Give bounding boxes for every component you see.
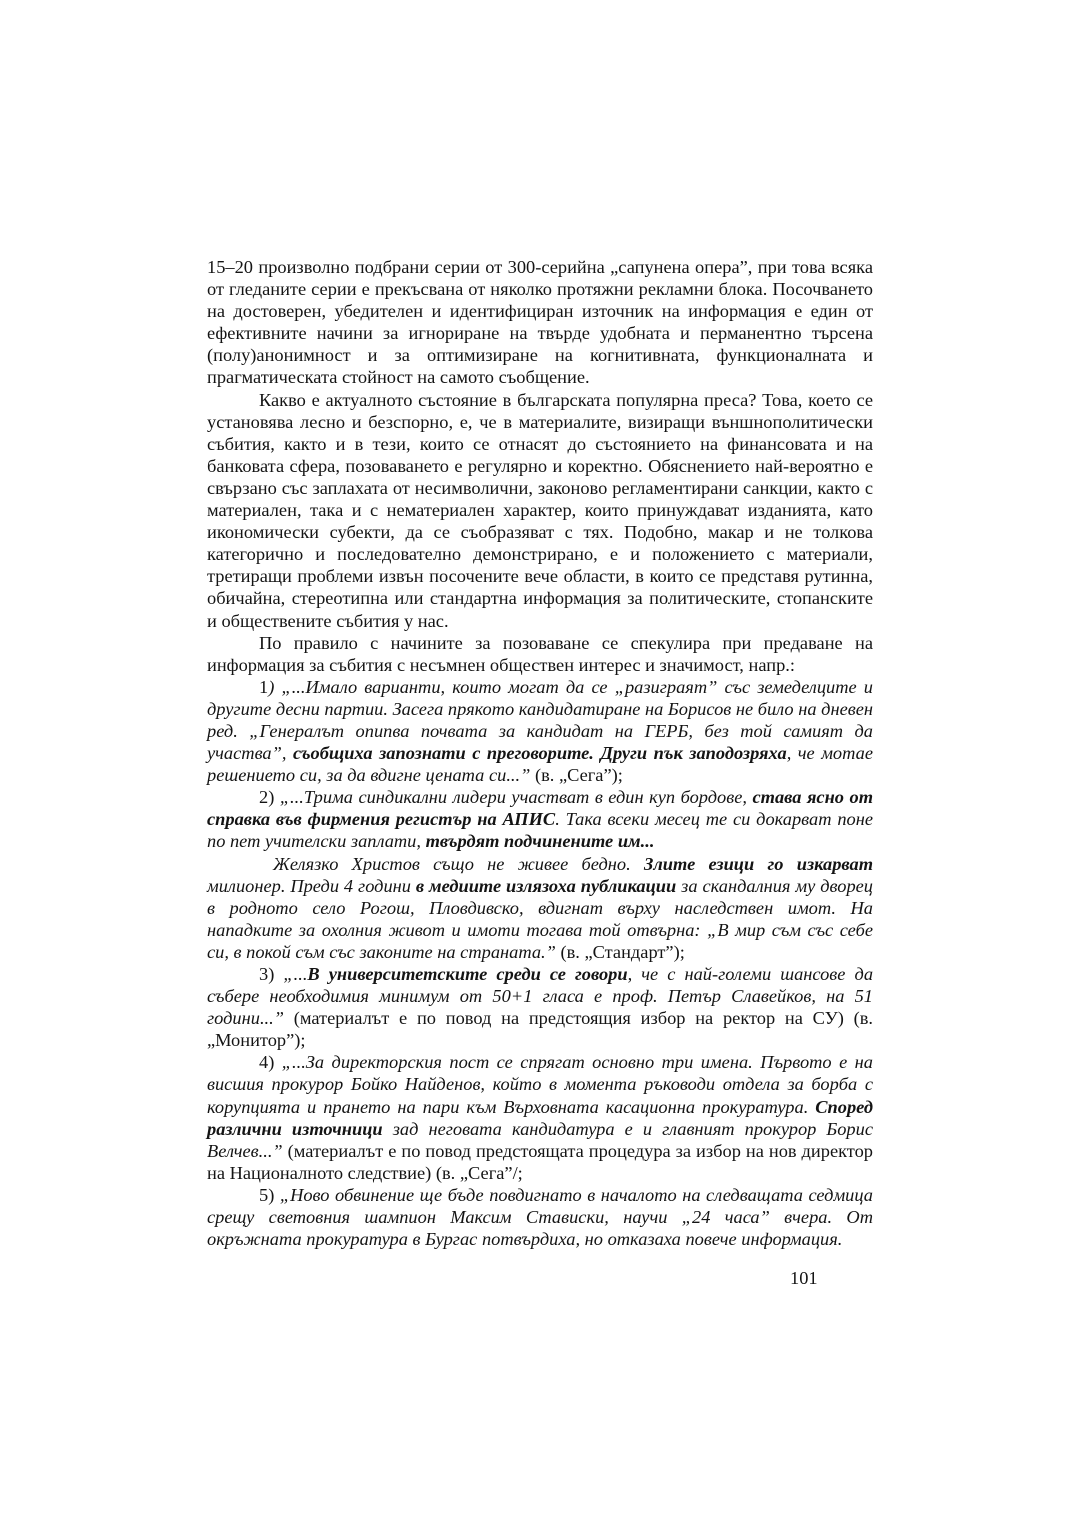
example-number: 5) xyxy=(259,1184,280,1205)
quote-text: „... xyxy=(283,964,308,984)
source-citation: (материалът е по повод на предстоящия избор на ректор на СУ) (в. „Монитор”); xyxy=(207,1008,873,1051)
quote-emphasis: става ясно от справка във фирмения регистър на АПИС xyxy=(207,787,873,830)
quote-text: , че мотае решението си, за да вдигне цената си...” xyxy=(207,743,873,786)
example-number: 3) xyxy=(259,964,284,984)
quote-text: . Така всеки месец те си докарват поне по пет учителски заплати, xyxy=(207,809,873,852)
paragraph: Какво е актуалното състояние в българската популярна преса? Това, което се установява лесно и безспорно, е, че в материалите, визиращи външнополитически събития, както и в тези, които се отнасят до състоянието на финансовата и на банковата сфера, позоваването е регулярно и коректно. Обяснението най-вероятно е свързано със заплахата от несимволични, законово регламентирани санкции, както с материален, така и с нематериален характер, които принуждават изданията, като икономически субекти, да се съобразяват с тях. Подобно, макар и не толкова категорично и последователно демонстрирано, е и положението с материали, третиращи проблеми извън посочените вече области, в които се представя рутинна, обичайна, стереотипна или стандартна информация за политическите, стопанските и обществените събития у нас. xyxy=(207,389,873,631)
example-1 xyxy=(207,676,873,786)
quote-emphasis: Според различни източници xyxy=(207,1096,873,1139)
quote-text: „...За директорския пост се спрягат основно три имена. Първото е на висшия прокурор Бойко Найденов, който в момента ръководи отдела за борба с корупцията и прането на пари към Върховната касационна прокуратура. xyxy=(207,1052,874,1117)
source-citation: (материалът е по повод предстоящата процедура за избор на нов директор на Националното следствие) (в. „Сега”/; xyxy=(207,1140,873,1183)
source-citation: (в. „Стандарт”); xyxy=(555,941,685,962)
paragraph: 15–20 произволно подбрани серии от 300-серийна „сапунена опера”, при това всяка от гледаните серии е прекъсвана от няколко протяжни рекламни блока. Посочването на достоверен, убедителен и идентифициран източник на информация е един от ефективните начини за игнориране на твърде удобната и перманентно търсена (полу)анонимност и за оптимизиране на когнитивната, функционалната и прагматическата стойност на самото съобщение. xyxy=(207,257,873,388)
example-number: 1 xyxy=(259,676,269,697)
quote-emphasis: Злите езици го изкарват xyxy=(643,853,873,874)
quote-emphasis: твърдят подчинените им... xyxy=(425,831,655,852)
quote-text: „Ново обвинение ще бъде повдигнато в началото на следващата седмица срещу световния шампион Максим Стависки, научи „24 часа” вчера. От окръжната прокуратура в Бургас потвърдиха, но отказаха повече информация. xyxy=(207,1184,873,1250)
quote-text: милионер. Преди 4 години xyxy=(207,875,416,896)
quote-text: за скандалния му дворец в родното село Рогош, Пловдивско, вдигнат върху наследствен имот. На нападките за охолния живот и имоти тогава той отвърна: „В мир съм със себе си, в покой съм със законите на страната.” xyxy=(207,875,873,962)
example-2-continued xyxy=(207,853,873,963)
example-number: 2) xyxy=(259,787,280,808)
document-body xyxy=(207,256,873,1250)
example-number: 4) xyxy=(259,1052,282,1073)
quote-emphasis: в медиите излязоха публикации xyxy=(415,875,677,896)
quote-emphasis: съобщиха запознати с преговорите. Други пък заподозряха xyxy=(292,743,787,764)
quote-text: , че с най-големи шансове да събере необходимия минимум от 50+1 гласа е проф. Петър Славейков, на 51 години...” xyxy=(207,964,874,1029)
source-citation: (в. „Сега”); xyxy=(530,765,623,786)
quote-text: Желязко Христов също не живее бедно. xyxy=(273,853,644,874)
paragraph: По правило с начините за позоваване се спекулира при предаване на информация за събития с несъмнен обществен интерес и значимост, напр.: xyxy=(207,632,873,675)
example-2 xyxy=(207,786,873,852)
quote-text: ) „...Имало варианти, които могат да се „разиграят” със земеделците и другите десни партии. Засега прякото кандидатиране на Борисов не било на дневен ред. „Генералът опипва почвата за кандидат на ГЕРБ, без той самият да участва”, xyxy=(207,676,873,764)
example-4 xyxy=(207,1051,873,1184)
quote-text: зад неговата кандидатура е и главният прокурор Борис Велчев...” xyxy=(207,1118,873,1161)
page-number: 101 xyxy=(790,1268,818,1288)
example-5 xyxy=(207,1184,873,1250)
example-3 xyxy=(207,963,873,1051)
quote-emphasis: В университетските среди се говори xyxy=(307,964,628,984)
quote-text: „...Трима синдикални лидери участват в един куп бордове, xyxy=(279,787,753,808)
